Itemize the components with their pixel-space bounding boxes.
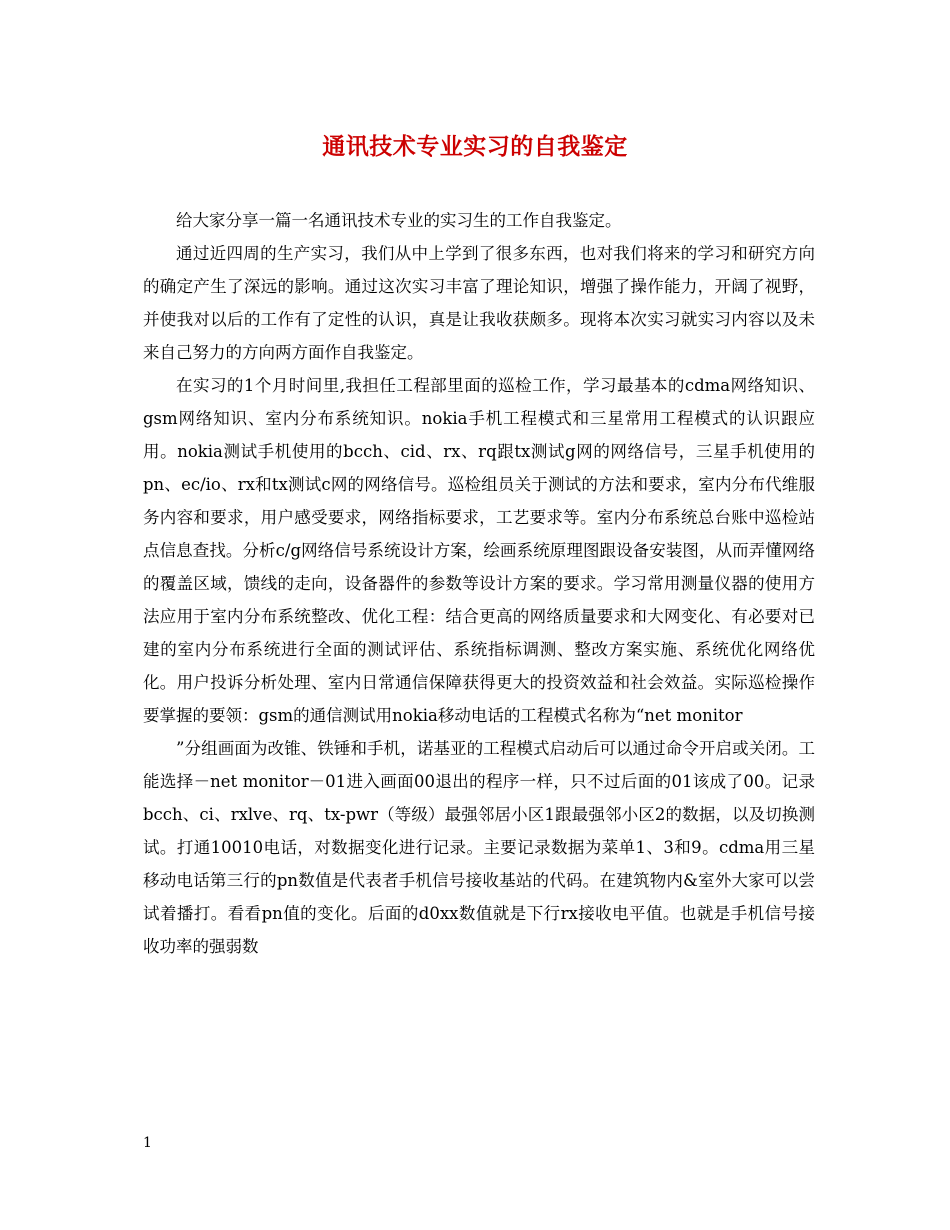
page-number: 1 [143, 1135, 152, 1151]
document-body [143, 204, 815, 963]
paragraph-work-content: 在实习的1个月时间里,我担任工程部里面的巡检工作，学习最基本的cdma网络知识、gsm网络知识、室内分布系统知识。nokia手机工程模式和三星常用工程模式的认识跟应用。nokia测试手机使用的bcch、cid、rx、rq跟tx测试g网的网络信号，三星手机使用的pn、ec/io、rx和tx测试c网的网络信号。巡检组员关于测试的方法和要求，室内分布代维服务内容和要求，用户感受要求，网络指标要求，工艺要求等。室内分布系统总台账中巡检站点信息查找。分析c/g网络信号系统设计方案，绘画系统原理图跟设备安装图，从而弄懂网络的覆盖区域，馈线的走向，设备器件的参数等设计方案的要求。学习常用测量仪器的使用方法应用于室内分布系统整改、优化工程：结合更高的网络质量要求和大网变化、有必要对已建的室内分布系统进行全面的测试评估、系统指标调测、整改方案实施、系统优化网络优化。用户投诉分析处理、室内日常通信保障获得更大的投资效益和社会效益。实际巡检操作要掌握的要领：gsm的通信测试用nokia移动电话的工程模式名称为“net monitor [143, 376, 815, 725]
paragraph-summary: 通过近四周的生产实习，我们从中上学到了很多东西，也对我们将来的学习和研究方向的确定产生了深远的影响。通过这次实习丰富了理论知识，增强了操作能力，开阔了视野，并使我对以后的工作有了定性的认识，真是让我收获颇多。现将本次实习就实习内容以及未来自己努力的方向两方面作自我鉴定。 [143, 244, 815, 362]
paragraph-test-details: ”分组画面为改锥、铁锤和手机，诺基亚的工程模式启动后可以通过命令开启或关闭。工能选择－net monitor－01进入画面00退出的程序一样，只不过后面的01该成了00。记录bcch、ci、rxlve、rq、tx-pwr（等级）最强邻居小区1跟最强邻小区2的数据，以及切换测试。打通10010电话，对数据变化进行记录。主要记录数据为菜单1、3和9。cdma用三星移动电话第三行的pn数值是代表者手机信号接收基站的代码。在建筑物内&室外大家可以尝试着播打。看看pn值的变化。后面的d0xx数值就是下行rx接收电平值。也就是手机信号接收功率的强弱数 [143, 739, 815, 956]
document-title: 通讯技术专业实习的自我鉴定 [322, 133, 628, 160]
paragraph-intro: 给大家分享一篇一名通讯技术专业的实习生的工作自我鉴定。 [176, 211, 622, 230]
